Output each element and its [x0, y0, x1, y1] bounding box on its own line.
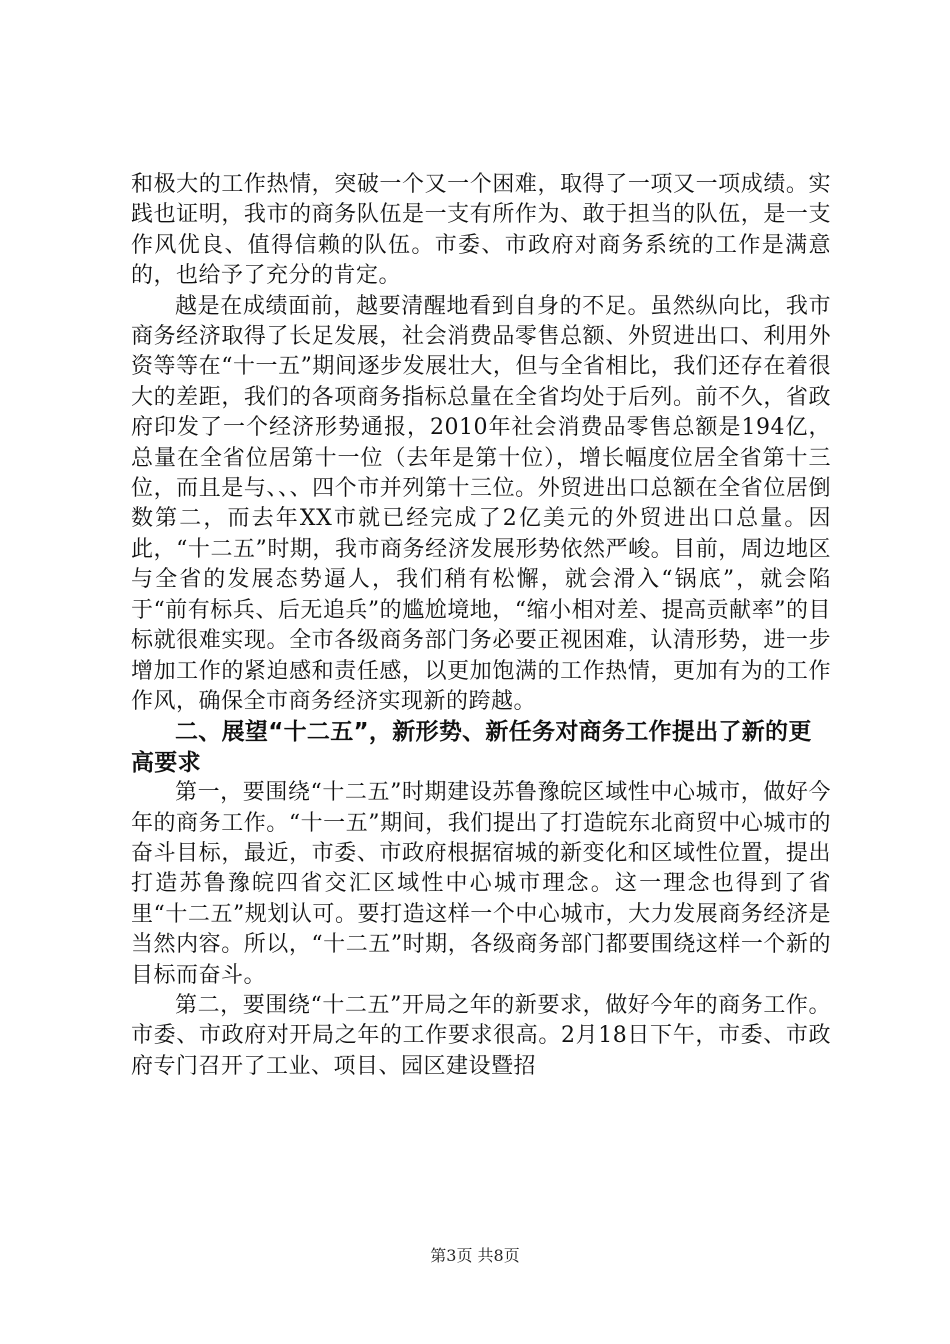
paragraph-second-point: 第二，要围绕“十二五”开局之年的新要求，做好今年的商务工作。市委、市政府对开局之年的工作要求很高。2月18日下午，市委、市政府专门召开了工业、项目、园区建设暨招: [131, 992, 831, 1079]
paragraph-continuation: 和极大的工作热情，突破一个又一个困难，取得了一项又一项成绩。实践也证明，我市的商务队伍是一支有所作为、敢于担当的队伍，是一支作风优良、值得信赖的队伍。市委、市政府对商务系统的工作是满意的，也给予了充分的肯定。: [131, 172, 831, 289]
paragraph-shortcomings: 越是在成绩面前，越要清醒地看到自身的不足。虽然纵向比，我市商务经济取得了长足发展，社会消费品零售总额、外贸进出口、利用外资等等在“十一五”期间逐步发展壮大，但与全省相比，我们还存在着很大的差距，我们的各项商务指标总量在全省均处于后列。前不久，省政府印发了一个经济形势通报，2010年社会消费品零售总额是194亿，总量在全省位居第十一位（去年是第十位），增长幅度位居全省第十三位，而且是与、、、四个市并列第十三位。外贸进出口总额在全省位居倒数第二，而去年XX市就已经完成了2亿美元的外贸进出口总量。因此，“十二五”时期，我市商务经济发展形势依然严峻。目前，周边地区与全省的发展态势逼人，我们稍有松懈，就会滑入“锅底”，就会陷于“前有标兵、后无追兵”的尴尬境地，“缩小相对差、提高贡献率”的目标就很难实现。全市各级商务部门务必要正视困难，认清形势，进一步增加工作的紧迫感和责任感，以更加饱满的工作热情，更加有为的工作作风，确保全市商务经济实现新的跨越。: [131, 293, 831, 714]
page-footer: 第3页 共8页: [430, 1246, 520, 1265]
section-heading: 二、展望“十二五”，新形势、新任务对商务工作提出了新的更高要求: [131, 719, 812, 776]
document-body: [131, 170, 831, 1082]
paragraph-first-point: 第一，要围绕“十二五”时期建设苏鲁豫皖区域性中心城市，做好今年的商务工作。“十一五”期间，我们提出了打造皖东北商贸中心城市的奋斗目标，最近，市委、市政府根据宿城的新变化和区域性位置，提出打造苏鲁豫皖四省交汇区域性中心城市理念。这一理念也得到了省里“十二五”规划认可。要打造这样一个中心城市，大力发展商务经济是当然内容。所以，“十二五”时期，各级商务部门都要围绕这样一个新的目标而奋斗。: [131, 780, 831, 988]
